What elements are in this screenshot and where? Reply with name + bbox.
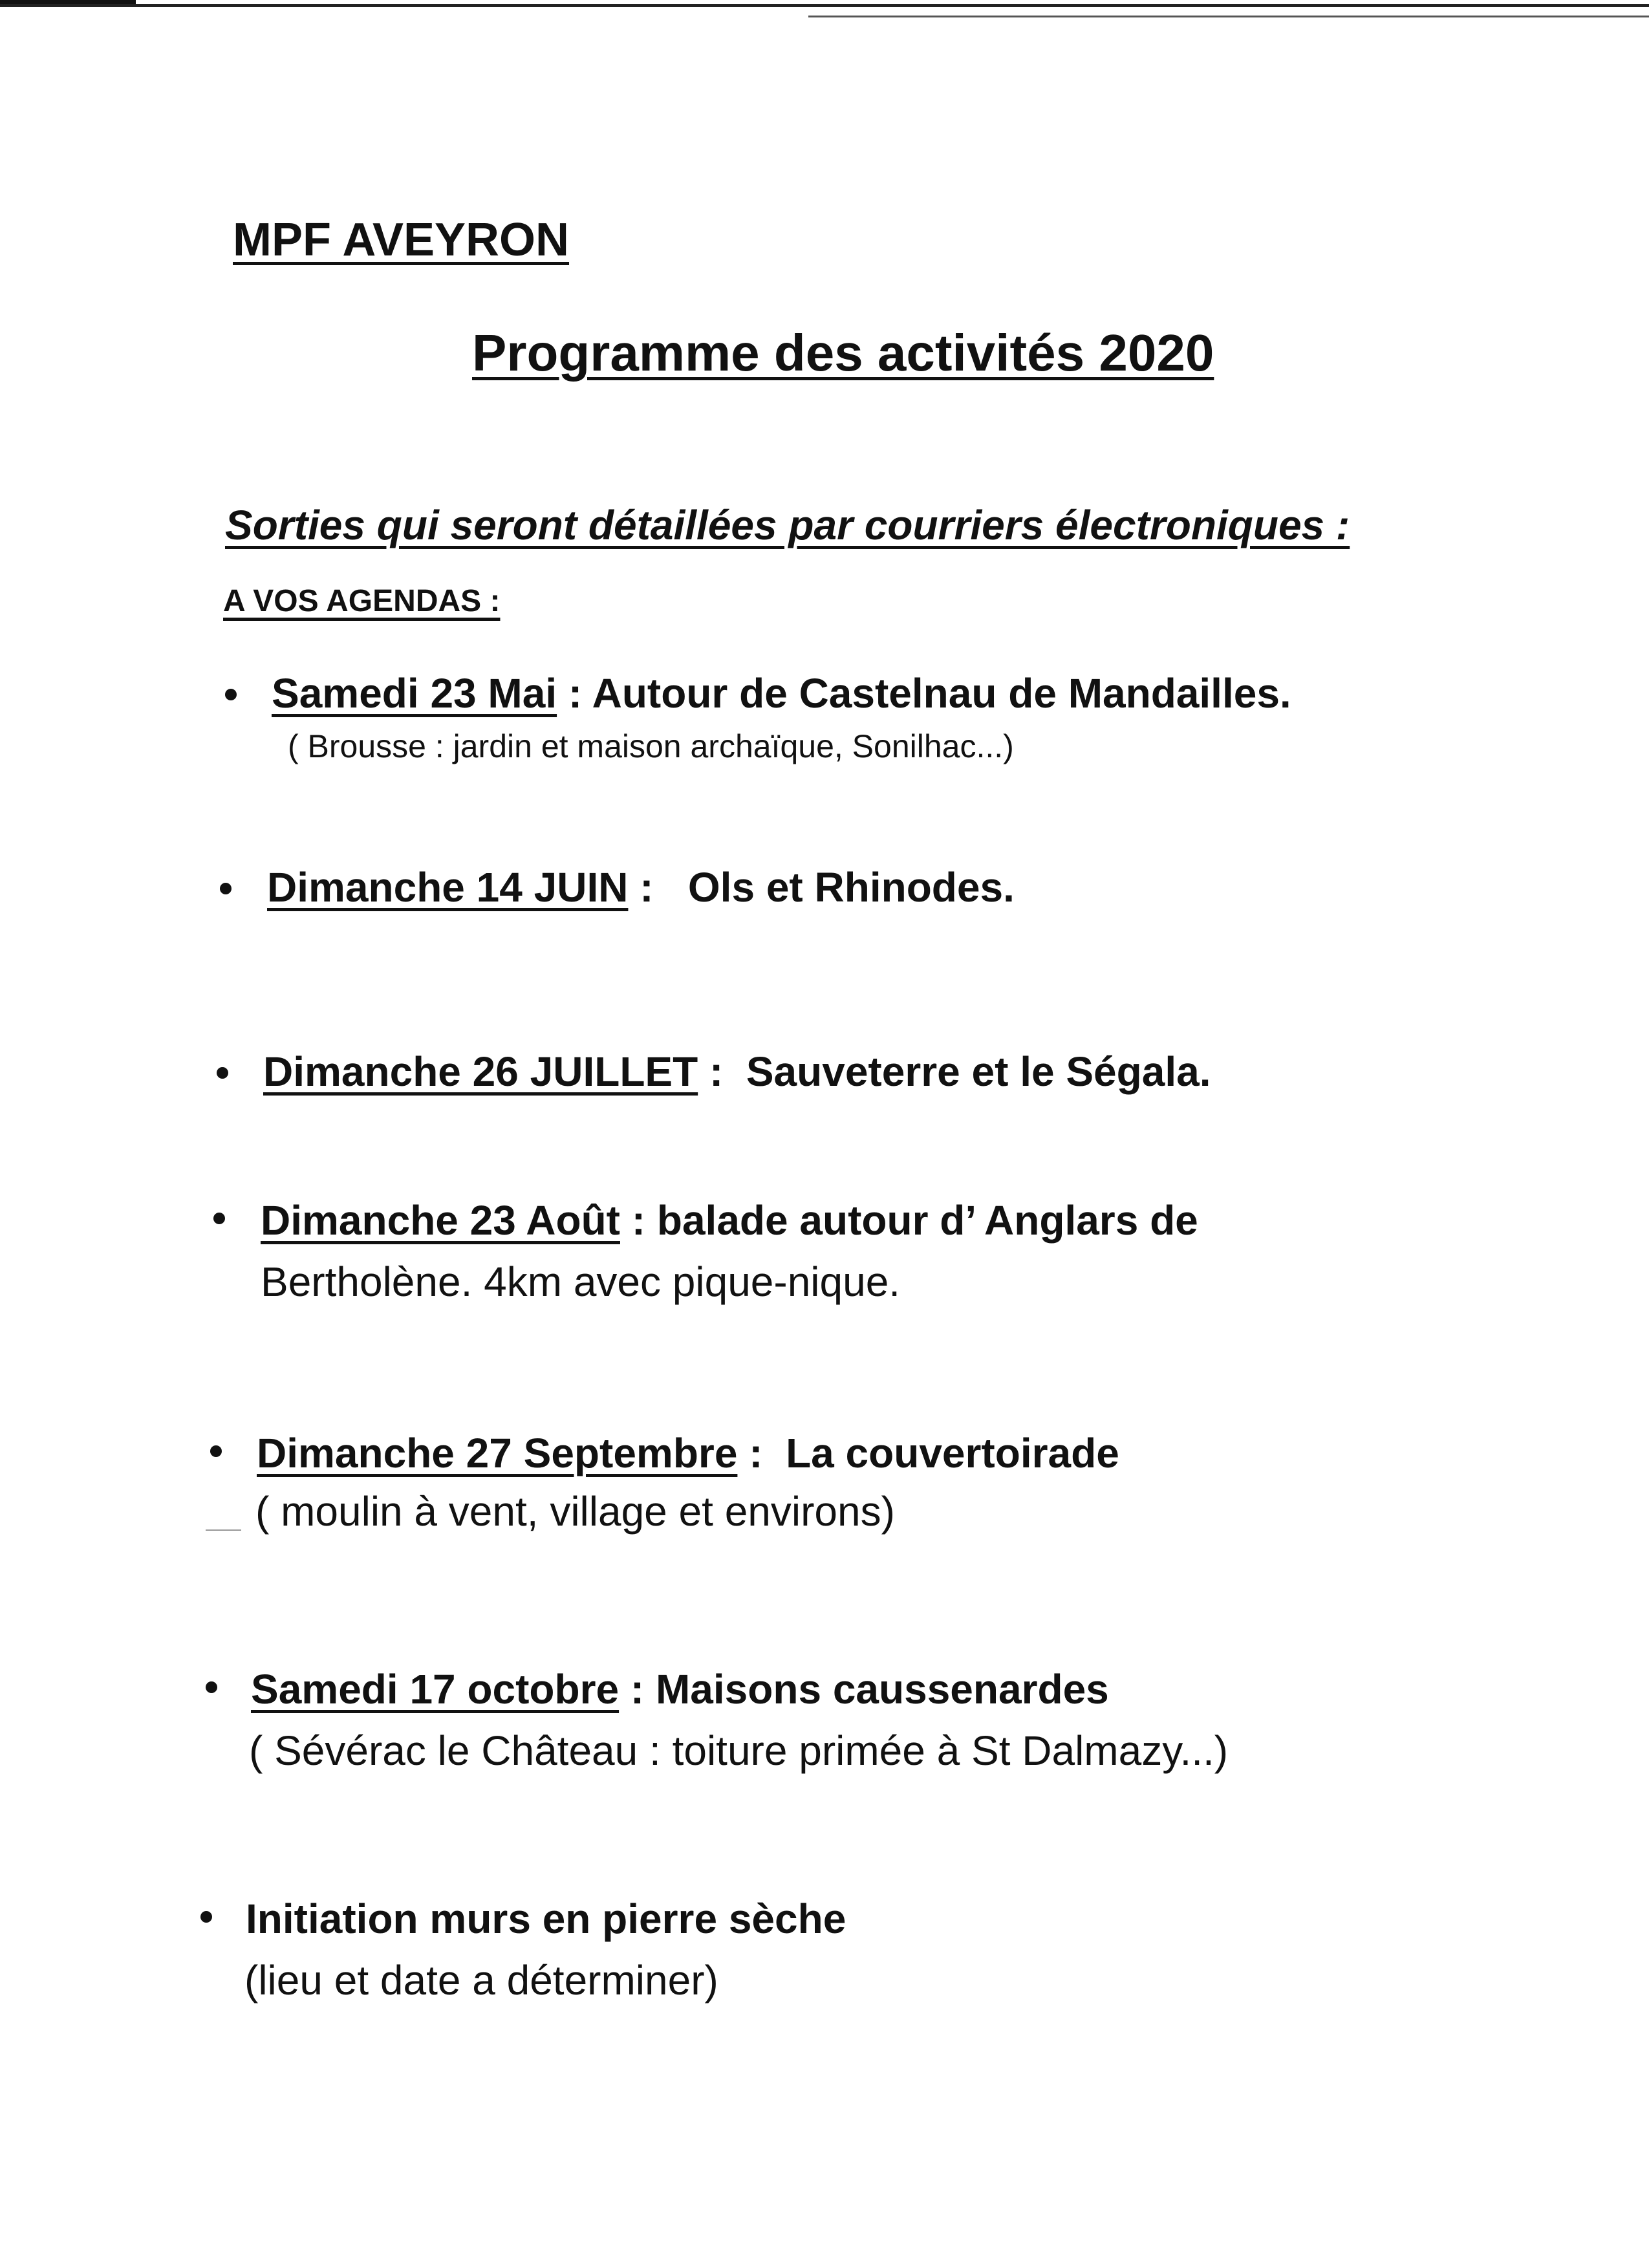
event-5-detail: ( moulin à vent, village et environs) (255, 1488, 895, 1535)
bullet-icon (210, 1445, 222, 1457)
organization-title: MPF AVEYRON (233, 214, 570, 266)
scan-top-line (0, 4, 1649, 7)
bullet-icon (225, 689, 237, 700)
event-5-line (257, 1429, 1119, 1477)
event-3-separator: : (698, 1048, 746, 1095)
event-4-detail: Bertholène. 4km avec pique-nique. (261, 1258, 901, 1305)
event-4-headline: balade autour d’ Anglars de (656, 1197, 1198, 1244)
event-1-date: Samedi 23 Mai (272, 670, 557, 717)
event-7-detail: (lieu et date a déterminer) (244, 1957, 718, 2003)
bullet-icon (217, 1067, 228, 1079)
event-4-line (261, 1196, 1198, 1244)
page-title: Programme des activités 2020 (472, 324, 1214, 382)
scan-top-line-secondary (808, 16, 1649, 17)
event-2-separator: : (628, 864, 688, 911)
event-3-date: Dimanche 26 JUILLET (263, 1048, 698, 1095)
event-3-headline: Sauveterre et le Ségala. (746, 1048, 1211, 1095)
event-6-separator: : (619, 1666, 656, 1712)
event-1-detail: ( Brousse : jardin et maison archaïque, Sonilhac...) (288, 728, 1014, 764)
scan-mark (206, 1529, 241, 1531)
event-6-date: Samedi 17 octobre (251, 1666, 620, 1712)
event-6-headline: Maisons caussenardes (655, 1666, 1109, 1712)
bullet-icon (206, 1681, 217, 1693)
event-2-headline: Ols et Rhinodes. (687, 864, 1015, 911)
event-6-detail: ( Sévérac le Château : toiture primée à St Dalmazy...) (249, 1727, 1229, 1774)
event-7-headline: Initiation murs en pierre sèche (246, 1895, 846, 1942)
event-3-line (263, 1048, 1211, 1096)
bullet-icon (220, 883, 232, 894)
bullet-icon (213, 1213, 225, 1224)
event-1-headline: Autour de Castelnau de Mandailles. (592, 670, 1291, 717)
event-5-date: Dimanche 27 Septembre (257, 1430, 738, 1476)
subtitle: Sorties qui seront détaillées par courriers électroniques : (225, 502, 1350, 548)
event-7-line (246, 1895, 846, 1943)
event-6-line (251, 1665, 1109, 1713)
agenda-label: A VOS AGENDAS : (223, 584, 501, 618)
event-5-headline: La couvertoirade (786, 1430, 1119, 1476)
event-2-line (267, 863, 1015, 911)
event-4-separator: : (620, 1197, 657, 1244)
event-1-separator: : (557, 670, 592, 717)
bullet-icon (200, 1911, 212, 1923)
event-5-separator: : (737, 1430, 786, 1476)
event-2-date: Dimanche 14 JUIN (267, 864, 629, 911)
event-4-date: Dimanche 23 Août (261, 1197, 620, 1244)
event-1-line (272, 669, 1291, 717)
